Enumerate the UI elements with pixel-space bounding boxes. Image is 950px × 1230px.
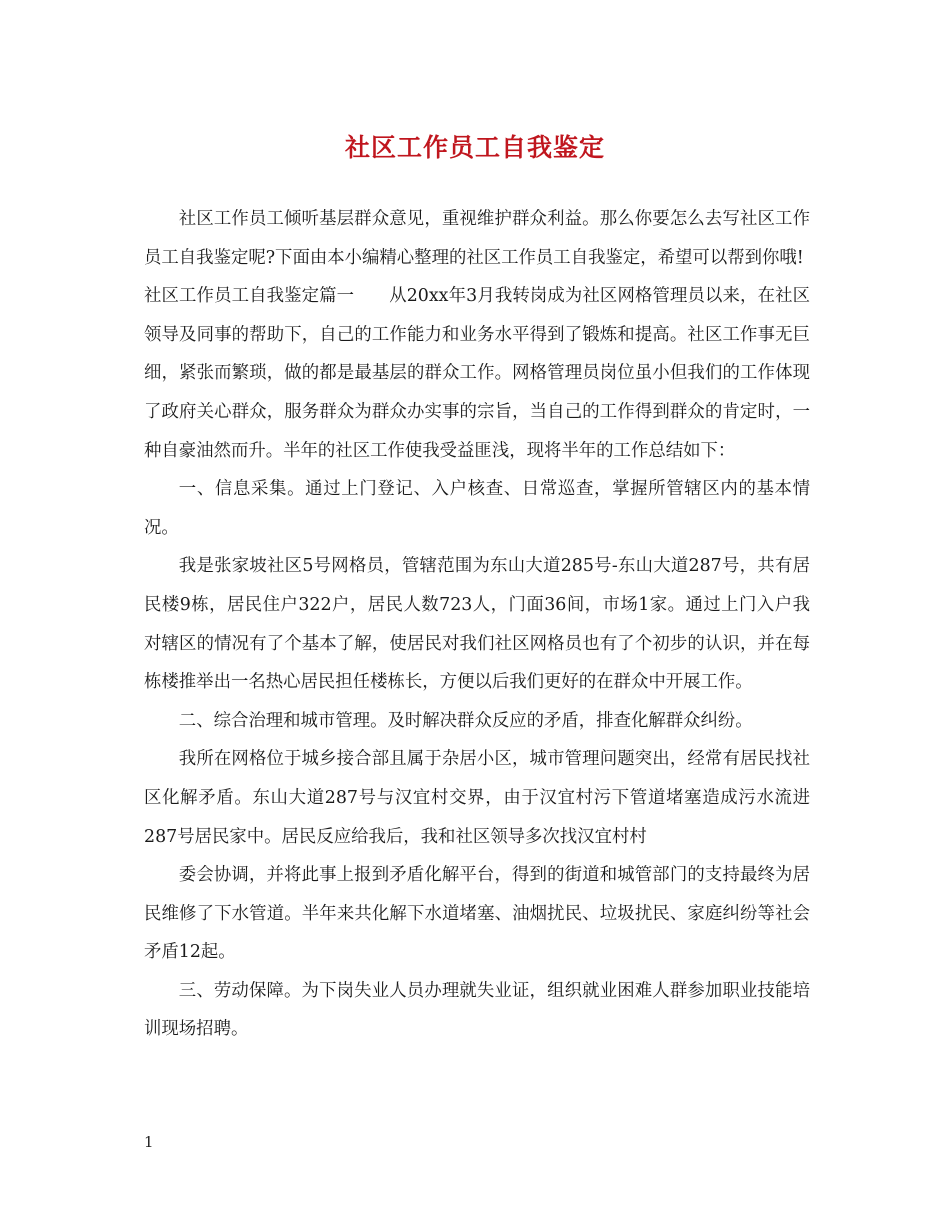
section-one-paragraph: 社区工作员工自我鉴定篇一 从20xx年3月我转岗成为社区网格管理员以来，在社区领导及同事的帮助下，自己的工作能力和业务水平得到了锻炼和提高。社区工作事无巨细，紧张而繁琐，做的都是最基层的群众工作。网格管理员岗位虽小但我们的工作体现了政府关心群众，服务群众为群众办实事的宗旨，当自己的工作得到群众的肯定时，一种自豪油然而升。半年的社区工作使我受益匪浅，现将半年的工作总结如下：	[144, 286, 810, 461]
page-number: 1	[144, 1133, 154, 1151]
document-body	[144, 200, 810, 1049]
grid-info-paragraph: 我是张家坡社区5号网格员，管辖范围为东山大道285号-东山大道287号，共有居民楼9栋，居民住户322户，居民人数723人，门面36间，市场1家。通过上门入户我对辖区的情况有了个基本了解，使居民对我们社区网格员也有了个初步的认识，并在每栋楼推举出一名热心居民担任楼栋长，方便以后我们更好的在群众中开展工作。	[144, 556, 810, 693]
info-collection-heading: 一、信息采集。通过上门登记、入户核查、日常巡查，掌握所管辖区内的基本情况。	[144, 479, 810, 538]
conflict-paragraph: 我所在网格位于城乡接合部且属于杂居小区，城市管理问题突出，经常有居民找社区化解矛盾。东山大道287号与汉宜村交界，由于汉宜村污下管道堵塞造成污水流进287号居民家中。居民反应给我后，我和社区领导多次找汉宜村村	[144, 749, 810, 847]
document-title: 社区工作员工自我鉴定	[344, 133, 605, 162]
intro-paragraph: 社区工作员工倾听基层群众意见，重视维护群众利益。那么你要怎么去写社区工作员工自我鉴定呢?下面由本小编精心整理的社区工作员工自我鉴定，希望可以帮到你哦!	[144, 209, 810, 268]
labor-heading: 三、劳动保障。为下岗失业人员办理就失业证，组织就业困难人群参加职业技能培训现场招聘。	[144, 980, 810, 1040]
conflict-resolution-paragraph: 委会协调，并将此事上报到矛盾化解平台，得到的街道和城管部门的支持最终为居民维修了下水管道。半年来共化解下水道堵塞、油烟扰民、垃圾扰民、家庭纠纷等社会矛盾12起。	[144, 865, 810, 963]
governance-heading: 二、综合治理和城市管理。及时解决群众反应的矛盾，排查化解群众纠纷。	[178, 710, 753, 731]
